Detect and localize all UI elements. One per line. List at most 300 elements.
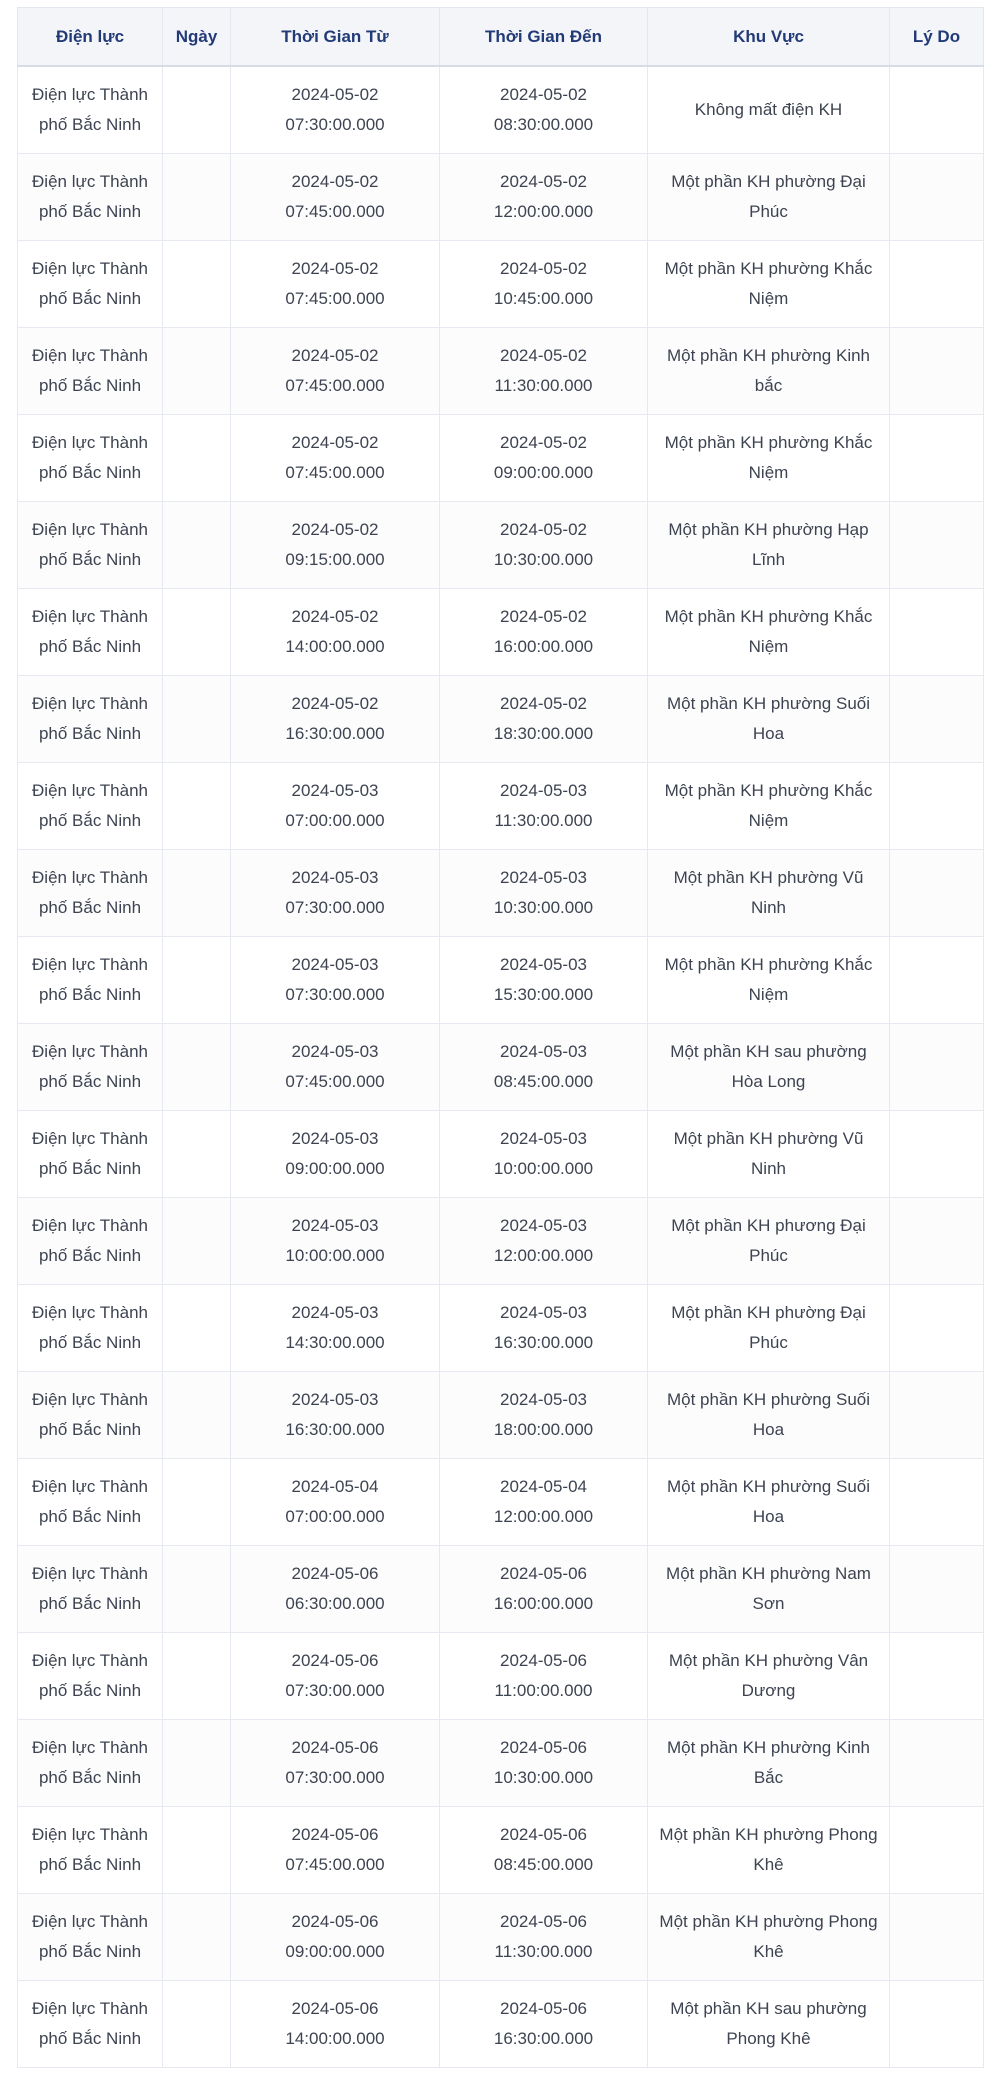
column-header-time-to[interactable]: Thời Gian Đến	[440, 8, 648, 67]
cell-area	[648, 241, 890, 328]
from-date: 2024-05-03	[291, 955, 379, 974]
cell-time-to	[440, 502, 648, 589]
area-name: Một phần KH phường Suối Hoa	[666, 694, 871, 743]
cell-reason	[890, 1459, 984, 1546]
cell-area	[648, 937, 890, 1024]
from-date: 2024-05-06	[291, 1651, 379, 1670]
to-date: 2024-05-02	[500, 520, 587, 539]
table-row	[18, 1981, 984, 2068]
cell-reason	[890, 1285, 984, 1372]
to-time: 10:30:00.000	[493, 1768, 594, 1787]
area-name: Một phần KH phường Vân Dương	[668, 1651, 869, 1700]
cell-time-from	[231, 1546, 440, 1633]
from-time: 07:00:00.000	[285, 811, 385, 830]
from-time: 07:30:00.000	[285, 1681, 385, 1700]
cell-unit	[18, 1981, 163, 2068]
area-name: Một phần KH sau phường Phong Khê	[670, 1999, 867, 2048]
area-name: Một phần KH phường Vũ Ninh	[673, 1129, 864, 1178]
to-date: 2024-05-03	[500, 868, 587, 887]
from-time: 07:45:00.000	[285, 1855, 385, 1874]
unit-name: Điện lực Thành phố Bắc Ninh	[32, 1825, 148, 1874]
to-date: 2024-05-06	[500, 1651, 587, 1670]
from-date: 2024-05-02	[291, 346, 379, 365]
cell-area	[648, 502, 890, 589]
cell-time-from	[231, 415, 440, 502]
from-time: 07:45:00.000	[285, 1072, 385, 1091]
outage-schedule-table	[17, 7, 984, 2068]
cell-time-from	[231, 1720, 440, 1807]
cell-unit	[18, 763, 163, 850]
table-row	[18, 676, 984, 763]
from-time: 16:30:00.000	[285, 724, 385, 743]
area-name: Một phần KH phường Vũ Ninh	[673, 868, 864, 917]
unit-name: Điện lực Thành phố Bắc Ninh	[32, 259, 148, 308]
to-time: 09:00:00.000	[493, 463, 594, 482]
cell-date	[163, 1546, 231, 1633]
from-date: 2024-05-03	[291, 1216, 379, 1235]
cell-date	[163, 1720, 231, 1807]
to-time: 15:30:00.000	[493, 985, 594, 1004]
cell-unit	[18, 1024, 163, 1111]
cell-time-from	[231, 241, 440, 328]
area-name: Một phần KH phường Khắc Niệm	[664, 433, 873, 482]
from-time: 07:00:00.000	[285, 1507, 385, 1526]
cell-reason	[890, 154, 984, 241]
table-row	[18, 502, 984, 589]
area-name: Một phần KH phường Khắc Niệm	[664, 955, 873, 1004]
unit-name: Điện lực Thành phố Bắc Ninh	[32, 1651, 148, 1700]
cell-reason	[890, 1633, 984, 1720]
table-row	[18, 1720, 984, 1807]
cell-area	[648, 1372, 890, 1459]
cell-time-from	[231, 763, 440, 850]
cell-reason	[890, 1894, 984, 1981]
area-name: Một phần KH phường Khắc Niệm	[664, 607, 873, 656]
table-row	[18, 937, 984, 1024]
cell-time-from	[231, 328, 440, 415]
cell-date	[163, 1111, 231, 1198]
cell-date	[163, 415, 231, 502]
to-date: 2024-05-02	[500, 694, 587, 713]
unit-name: Điện lực Thành phố Bắc Ninh	[32, 1129, 148, 1178]
to-date: 2024-05-06	[500, 1825, 587, 1844]
unit-name: Điện lực Thành phố Bắc Ninh	[32, 1999, 148, 2048]
to-date: 2024-05-06	[500, 1738, 587, 1757]
cell-unit	[18, 937, 163, 1024]
table-row	[18, 1372, 984, 1459]
cell-unit	[18, 328, 163, 415]
unit-name: Điện lực Thành phố Bắc Ninh	[32, 1477, 148, 1526]
to-date: 2024-05-03	[500, 781, 587, 800]
cell-unit	[18, 850, 163, 937]
outage-table-container	[17, 7, 983, 2068]
from-date: 2024-05-02	[291, 607, 379, 626]
to-date: 2024-05-03	[500, 1216, 587, 1235]
unit-name: Điện lực Thành phố Bắc Ninh	[32, 694, 148, 743]
cell-unit	[18, 415, 163, 502]
to-date: 2024-05-03	[500, 1303, 587, 1322]
cell-area	[648, 66, 890, 154]
cell-time-to	[440, 1372, 648, 1459]
cell-date	[163, 1198, 231, 1285]
unit-name: Điện lực Thành phố Bắc Ninh	[32, 955, 148, 1004]
from-time: 14:30:00.000	[285, 1333, 385, 1352]
to-time: 18:00:00.000	[493, 1420, 594, 1439]
from-date: 2024-05-02	[291, 433, 379, 452]
from-time: 07:45:00.000	[285, 376, 385, 395]
cell-unit	[18, 676, 163, 763]
cell-reason	[890, 937, 984, 1024]
cell-unit	[18, 502, 163, 589]
column-header-date[interactable]: Ngày	[163, 8, 231, 67]
column-header-unit[interactable]: Điện lực	[18, 8, 163, 67]
cell-time-to	[440, 1807, 648, 1894]
cell-reason	[890, 502, 984, 589]
from-date: 2024-05-06	[291, 1738, 379, 1757]
to-time: 11:30:00.000	[494, 811, 593, 830]
unit-name: Điện lực Thành phố Bắc Ninh	[32, 1216, 148, 1265]
unit-name: Điện lực Thành phố Bắc Ninh	[32, 781, 148, 830]
unit-name: Điện lực Thành phố Bắc Ninh	[32, 346, 148, 395]
cell-reason	[890, 66, 984, 154]
to-date: 2024-05-03	[500, 955, 587, 974]
area-name: Một phần KH phường Phong Khê	[659, 1912, 878, 1961]
table-row	[18, 850, 984, 937]
cell-area	[648, 1024, 890, 1111]
column-header-area[interactable]: Khu Vực	[648, 8, 890, 67]
table-row	[18, 589, 984, 676]
from-time: 07:30:00.000	[285, 898, 385, 917]
cell-area	[648, 328, 890, 415]
cell-area	[648, 1111, 890, 1198]
table-row	[18, 66, 984, 154]
cell-time-to	[440, 328, 648, 415]
cell-reason	[890, 241, 984, 328]
cell-time-to	[440, 1198, 648, 1285]
cell-unit	[18, 589, 163, 676]
from-date: 2024-05-02	[291, 172, 379, 191]
to-date: 2024-05-02	[500, 259, 587, 278]
to-date: 2024-05-03	[500, 1042, 587, 1061]
cell-time-to	[440, 589, 648, 676]
area-name: Một phần KH phường Hạp Lĩnh	[668, 520, 869, 569]
cell-unit	[18, 1546, 163, 1633]
cell-date	[163, 589, 231, 676]
from-date: 2024-05-03	[291, 868, 379, 887]
cell-date	[163, 1807, 231, 1894]
cell-unit	[18, 1894, 163, 1981]
cell-date	[163, 1894, 231, 1981]
to-date: 2024-05-06	[500, 1912, 587, 1931]
cell-date	[163, 1459, 231, 1546]
cell-time-from	[231, 1024, 440, 1111]
from-time: 07:45:00.000	[285, 463, 385, 482]
to-date: 2024-05-04	[500, 1477, 587, 1496]
cell-area	[648, 1981, 890, 2068]
from-time: 14:00:00.000	[285, 637, 385, 656]
cell-time-from	[231, 1285, 440, 1372]
table-row	[18, 1546, 984, 1633]
cell-reason	[890, 1807, 984, 1894]
table-row	[18, 1633, 984, 1720]
to-time: 10:00:00.000	[493, 1159, 594, 1178]
cell-date	[163, 328, 231, 415]
cell-unit	[18, 1459, 163, 1546]
from-date: 2024-05-03	[291, 1303, 379, 1322]
cell-time-to	[440, 1720, 648, 1807]
cell-date	[163, 850, 231, 937]
cell-time-from	[231, 1372, 440, 1459]
from-time: 09:00:00.000	[285, 1159, 385, 1178]
cell-date	[163, 1372, 231, 1459]
unit-name: Điện lực Thành phố Bắc Ninh	[32, 1738, 148, 1787]
from-time: 09:15:00.000	[285, 550, 385, 569]
to-time: 10:45:00.000	[493, 289, 594, 308]
header-row	[18, 8, 984, 67]
cell-time-to	[440, 937, 648, 1024]
table-row	[18, 1894, 984, 1981]
cell-area	[648, 1807, 890, 1894]
area-name: Một phần KH phường Phong Khê	[659, 1825, 878, 1874]
cell-area	[648, 154, 890, 241]
area-name: Một phần KH phương Đại Phúc	[671, 1216, 866, 1265]
unit-name: Điện lực Thành phố Bắc Ninh	[32, 433, 148, 482]
table-row	[18, 1459, 984, 1546]
cell-date	[163, 502, 231, 589]
cell-date	[163, 937, 231, 1024]
from-date: 2024-05-06	[291, 1999, 379, 2018]
from-time: 09:00:00.000	[285, 1942, 385, 1961]
cell-time-from	[231, 154, 440, 241]
cell-area	[648, 589, 890, 676]
cell-unit	[18, 1111, 163, 1198]
to-time: 16:00:00.000	[493, 637, 594, 656]
to-date: 2024-05-02	[500, 85, 587, 104]
table-row	[18, 328, 984, 415]
unit-name: Điện lực Thành phố Bắc Ninh	[32, 520, 148, 569]
cell-area	[648, 1198, 890, 1285]
from-date: 2024-05-02	[291, 520, 379, 539]
cell-time-from	[231, 1459, 440, 1546]
table-row	[18, 1024, 984, 1111]
cell-time-from	[231, 1894, 440, 1981]
cell-area	[648, 850, 890, 937]
from-date: 2024-05-02	[291, 259, 379, 278]
from-time: 14:00:00.000	[285, 2029, 385, 2048]
cell-time-from	[231, 66, 440, 154]
column-header-time-from[interactable]: Thời Gian Từ	[231, 8, 440, 67]
cell-unit	[18, 1285, 163, 1372]
cell-time-from	[231, 1111, 440, 1198]
cell-date	[163, 66, 231, 154]
cell-area	[648, 1546, 890, 1633]
from-time: 07:30:00.000	[285, 1768, 385, 1787]
to-time: 12:00:00.000	[493, 1507, 594, 1526]
cell-time-from	[231, 850, 440, 937]
cell-time-to	[440, 1459, 648, 1546]
from-date: 2024-05-06	[291, 1912, 379, 1931]
to-time: 16:00:00.000	[493, 1594, 594, 1613]
cell-date	[163, 1024, 231, 1111]
to-time: 08:45:00.000	[493, 1855, 594, 1874]
from-time: 06:30:00.000	[285, 1594, 385, 1613]
unit-name: Điện lực Thành phố Bắc Ninh	[32, 1564, 148, 1613]
cell-area	[648, 1720, 890, 1807]
to-date: 2024-05-06	[500, 1564, 587, 1583]
from-date: 2024-05-04	[291, 1477, 379, 1496]
cell-reason	[890, 1546, 984, 1633]
cell-unit	[18, 1198, 163, 1285]
unit-name: Điện lực Thành phố Bắc Ninh	[32, 172, 148, 221]
cell-date	[163, 676, 231, 763]
area-name: Một phần KH phường Khắc Niệm	[664, 259, 873, 308]
cell-unit	[18, 1372, 163, 1459]
from-date: 2024-05-03	[291, 1390, 379, 1409]
to-time: 10:30:00.000	[493, 550, 594, 569]
table-row	[18, 154, 984, 241]
to-time: 16:30:00.000	[493, 2029, 594, 2048]
cell-reason	[890, 1024, 984, 1111]
cell-area	[648, 763, 890, 850]
cell-unit	[18, 1720, 163, 1807]
from-time: 07:45:00.000	[285, 202, 385, 221]
table-row	[18, 1198, 984, 1285]
unit-name: Điện lực Thành phố Bắc Ninh	[32, 1303, 148, 1352]
cell-unit	[18, 1807, 163, 1894]
table-body	[18, 66, 984, 2068]
to-time: 12:00:00.000	[493, 1246, 594, 1265]
to-date: 2024-05-03	[500, 1129, 587, 1148]
cell-reason	[890, 1372, 984, 1459]
cell-time-from	[231, 589, 440, 676]
cell-time-to	[440, 1981, 648, 2068]
cell-time-from	[231, 1981, 440, 2068]
cell-reason	[890, 1981, 984, 2068]
from-date: 2024-05-02	[291, 694, 379, 713]
to-date: 2024-05-02	[500, 172, 587, 191]
cell-time-from	[231, 502, 440, 589]
from-time: 10:00:00.000	[285, 1246, 385, 1265]
unit-name: Điện lực Thành phố Bắc Ninh	[32, 85, 148, 134]
to-date: 2024-05-02	[500, 346, 587, 365]
from-time: 07:45:00.000	[285, 289, 385, 308]
cell-time-to	[440, 415, 648, 502]
unit-name: Điện lực Thành phố Bắc Ninh	[32, 1390, 148, 1439]
cell-area	[648, 1633, 890, 1720]
cell-reason	[890, 415, 984, 502]
area-name: Một phần KH phường Khắc Niệm	[664, 781, 873, 830]
cell-date	[163, 763, 231, 850]
cell-reason	[890, 589, 984, 676]
cell-area	[648, 1285, 890, 1372]
cell-reason	[890, 850, 984, 937]
area-name: Một phần KH phường Suối Hoa	[666, 1390, 871, 1439]
column-header-reason[interactable]: Lý Do	[890, 8, 984, 67]
to-date: 2024-05-06	[500, 1999, 587, 2018]
cell-time-from	[231, 1807, 440, 1894]
to-date: 2024-05-02	[500, 607, 587, 626]
unit-name: Điện lực Thành phố Bắc Ninh	[32, 868, 148, 917]
cell-unit	[18, 154, 163, 241]
cell-area	[648, 676, 890, 763]
cell-time-to	[440, 1111, 648, 1198]
cell-reason	[890, 676, 984, 763]
area-name: Một phần KH phường Đại Phúc	[671, 1303, 866, 1352]
cell-reason	[890, 1111, 984, 1198]
cell-time-to	[440, 66, 648, 154]
unit-name: Điện lực Thành phố Bắc Ninh	[32, 1042, 148, 1091]
cell-time-to	[440, 763, 648, 850]
area-name: Một phần KH phường Suối Hoa	[666, 1477, 871, 1526]
from-date: 2024-05-06	[291, 1825, 379, 1844]
cell-time-from	[231, 676, 440, 763]
area-name: Một phần KH phường Kinh Bắc	[666, 1738, 871, 1787]
cell-date	[163, 1633, 231, 1720]
to-date: 2024-05-02	[500, 433, 587, 452]
cell-area	[648, 415, 890, 502]
cell-time-to	[440, 850, 648, 937]
to-time: 10:30:00.000	[493, 898, 594, 917]
table-row	[18, 1285, 984, 1372]
cell-reason	[890, 328, 984, 415]
to-date: 2024-05-03	[500, 1390, 587, 1409]
area-name: Một phần KH phường Nam Sơn	[666, 1564, 871, 1613]
to-time: 11:30:00.000	[494, 376, 593, 395]
from-time: 07:30:00.000	[285, 115, 385, 134]
cell-time-to	[440, 241, 648, 328]
cell-time-to	[440, 1894, 648, 1981]
cell-unit	[18, 66, 163, 154]
to-time: 16:30:00.000	[493, 1333, 594, 1352]
cell-time-to	[440, 1024, 648, 1111]
cell-time-from	[231, 1198, 440, 1285]
from-time: 16:30:00.000	[285, 1420, 385, 1439]
to-time: 08:45:00.000	[493, 1072, 594, 1091]
cell-time-to	[440, 676, 648, 763]
table-row	[18, 415, 984, 502]
unit-name: Điện lực Thành phố Bắc Ninh	[32, 607, 148, 656]
from-date: 2024-05-02	[291, 85, 379, 104]
area-name: Một phần KH phường Đại Phúc	[671, 172, 866, 221]
area-name: Không mất điện KH	[694, 100, 843, 119]
from-date: 2024-05-03	[291, 1042, 379, 1061]
table-row	[18, 763, 984, 850]
cell-time-from	[231, 1633, 440, 1720]
cell-unit	[18, 1633, 163, 1720]
table-header	[18, 8, 984, 67]
unit-name: Điện lực Thành phố Bắc Ninh	[32, 1912, 148, 1961]
area-name: Một phần KH phường Kinh bắc	[666, 346, 871, 395]
to-time: 11:00:00.000	[494, 1681, 593, 1700]
to-time: 08:30:00.000	[493, 115, 594, 134]
cell-date	[163, 1285, 231, 1372]
from-time: 07:30:00.000	[285, 985, 385, 1004]
cell-reason	[890, 763, 984, 850]
table-row	[18, 1807, 984, 1894]
cell-time-to	[440, 1546, 648, 1633]
area-name: Một phần KH sau phường Hòa Long	[670, 1042, 867, 1091]
to-time: 12:00:00.000	[493, 202, 594, 221]
cell-time-to	[440, 154, 648, 241]
cell-reason	[890, 1198, 984, 1285]
to-time: 18:30:00.000	[493, 724, 594, 743]
cell-time-to	[440, 1285, 648, 1372]
cell-time-from	[231, 937, 440, 1024]
cell-time-to	[440, 1633, 648, 1720]
cell-date	[163, 241, 231, 328]
to-time: 11:30:00.000	[494, 1942, 593, 1961]
cell-date	[163, 1981, 231, 2068]
